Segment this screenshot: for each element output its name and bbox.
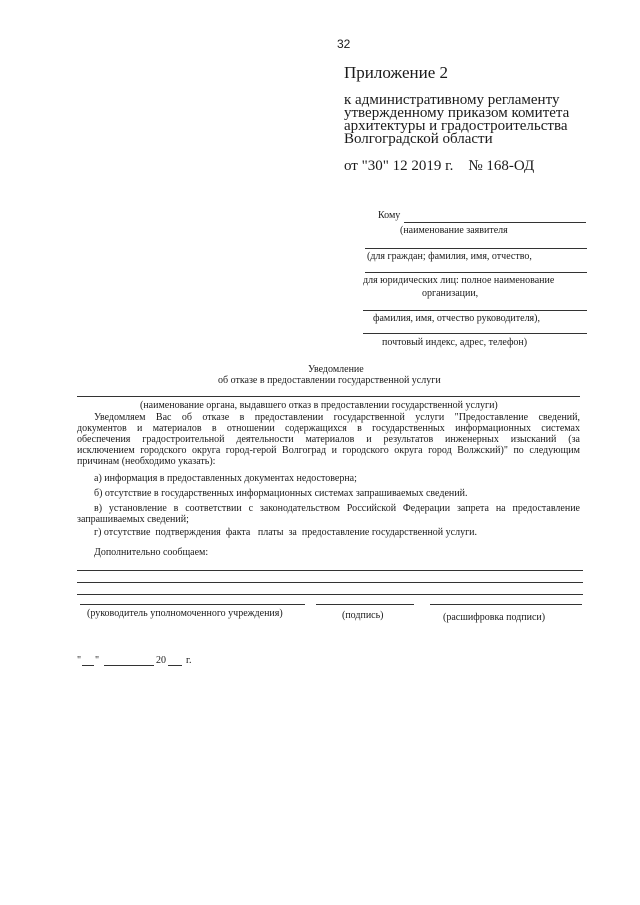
citizens-field-line (365, 272, 587, 273)
body-line-4: исключением городского округа город-герой Волгоград и городского округа город Волжский)" по следующим (77, 445, 580, 456)
head-signature-line (80, 604, 305, 605)
reason-g: г) отсутствие подтверждения факта платы за предоставление государственной услуги. (94, 527, 478, 538)
to-field-line (404, 222, 586, 223)
additional-line-1 (77, 570, 583, 571)
address-label: почтовый индекс, адрес, телефон) (382, 337, 528, 348)
appendix-line-4: Волгоградской области (344, 131, 493, 147)
date-close-quote: " (95, 655, 100, 666)
additional-line-3 (77, 594, 583, 595)
body-line-1: Уведомляем Вас об отказе в предоставлении государственной услуги "Предоставление сведений, (94, 412, 580, 423)
body-line-3: обеспечения градостроительной деятельности материалов и результатов инженерных изысканий (за (77, 434, 580, 445)
body-line-2: документов и материалов в отношении содержащихся в государственных информационных системах (77, 423, 580, 434)
page-number: 32 (337, 37, 351, 51)
org-field-line (77, 396, 580, 397)
appendix-line-2: утвержденному приказом комитета (344, 105, 570, 121)
date-year-line (168, 665, 182, 666)
decode-signature-line (430, 604, 582, 605)
appendix-title: Приложение 2 (344, 63, 448, 82)
date-day-line (82, 665, 94, 666)
legal-field-line (363, 310, 587, 311)
citizens-label: (для граждан; фамилия, имя, отчество, (367, 251, 532, 262)
applicant-field-line (365, 248, 587, 249)
additional-label: Дополнительно сообщаем: (94, 547, 209, 558)
body-line-5: причинам (необходимо указать): (77, 456, 216, 467)
sign-caption: (подпись) (342, 610, 384, 621)
appendix-line-1: к административному регламенту (344, 92, 560, 108)
reason-a: а) информация в предоставленных документах недостоверна; (94, 473, 357, 484)
date-month-line (104, 665, 154, 666)
decode-caption: (расшифровка подписи) (443, 612, 546, 623)
additional-line-2 (77, 582, 583, 583)
appendix-date-line: от "30" 12 2019 г. № 168-ОД (344, 158, 535, 174)
appendix-line-3: архитектуры и градостроительства (344, 118, 568, 134)
head-signature-caption: (руководитель уполномоченного учреждения) (87, 608, 283, 619)
notice-subtitle: об отказе в предоставлении государственной услуги (218, 375, 441, 386)
head-field-line (363, 333, 587, 334)
reason-v-line-1: в) установление в соответствии с законодательством Российской Федерации запрета на предоставление (94, 503, 580, 514)
to-label: Кому (378, 210, 401, 221)
reason-v-line-2: запрашиваемых сведений; (77, 514, 189, 525)
date-open-quote: " (77, 655, 82, 666)
notice-title: Уведомление (308, 364, 364, 375)
org-caption: (наименование органа, выдавшего отказ в предоставлении государственной услуги) (140, 400, 498, 411)
legal-label-1: для юридических лиц: полное наименование (363, 275, 555, 286)
reason-b: б) отсутствие в государственных информационных системах запрашиваемых сведений. (94, 488, 468, 499)
legal-label-2: организации, (422, 288, 479, 299)
applicant-name-label: (наименование заявителя (400, 225, 508, 236)
date-year-suffix: г. (186, 655, 192, 666)
date-year-prefix: 20 (156, 655, 166, 666)
sign-signature-line (316, 604, 414, 605)
head-label: фамилия, имя, отчество руководителя), (373, 313, 540, 324)
